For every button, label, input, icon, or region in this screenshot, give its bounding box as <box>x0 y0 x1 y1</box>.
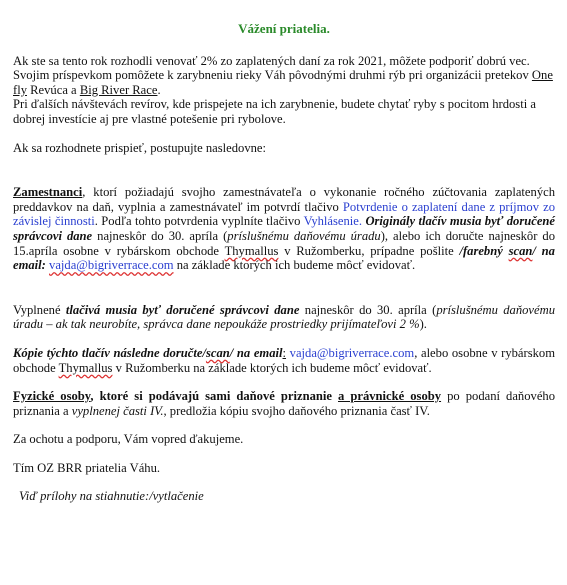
copies-text: v Ružomberku na základe ktorých ich budeme môcť evidovať. <box>112 360 432 375</box>
employees-text: v Ružomberku, prípadne pošlite <box>278 243 460 258</box>
employees-paragraph <box>13 185 555 273</box>
potvrdenie-link[interactable]: Potvrdenie o zaplatení dane z príjmov zo závislej činnosti <box>13 199 555 229</box>
page-title: Vážení priatelia. <box>238 21 330 36</box>
intro-line-1: Ak ste sa tento rok rozhodli venovať 2% zo zaplatených daní za rok 2021, môžete podporiť dobrú vec. <box>13 53 530 68</box>
persons-text: , ktoré si podávajú sami daňové priznanie <box>90 389 339 404</box>
legal-persons-heading: a právnické osoby <box>338 389 442 404</box>
deadline-paragraph <box>13 303 555 332</box>
intro-text: Revúca a <box>27 82 80 97</box>
one-fly-link[interactable]: One fly <box>13 68 553 97</box>
deadline-emphasis: tlačivá musia byť doručené správcovi dane <box>65 302 300 317</box>
persons-text: , predložia kópiu svojho daňového priznania časť IV. <box>163 403 430 418</box>
copies-thymallus: Thymallus <box>58 360 113 375</box>
employees-text: najneskôr do 30. apríla ( <box>92 228 228 243</box>
deadline-note: príslušnému daňovému úradu – ak tak neurobíte, správca dane nepoukáže prostriedky prijímateľovi 2 % <box>13 302 555 332</box>
intro-line-3: Pri ďalších návštevách revírov, kde prispejete na ich zarybnenie, budete chytať ryby s pocitom hrdosti a dobrej investície aj pre vlastné potešenie pri rybolove. <box>13 97 536 126</box>
employees-text: . Podľa tohto potvrdenia vyplníte tlačivo <box>94 214 304 229</box>
deadline-text: Vyplnené <box>13 302 66 317</box>
originaly-emphasis: Originály tlačív musia byť doručené správcovi dane <box>13 214 556 243</box>
copies-text: , alebo osobne v rybárskom obchode <box>13 345 555 375</box>
employees-text: na základe ktorých ich budeme môcť evidovať. <box>173 258 416 273</box>
intro-text: Svojim príspevkom pomôžete k zarybneniu rieky Váh pôvodnými druhmi rýb pri organizácii pretekov <box>13 68 532 83</box>
thanks-line: Za ochotu a podporu, Vám vopred ďakujeme. <box>13 432 244 447</box>
employees-text: ), alebo ich doručte najneskôr do 15.apríla osobne v rybárskom obchode <box>13 228 556 258</box>
instructions-lead: Ak sa rozhodnete prispieť, postupujte nasledovne: <box>13 140 267 155</box>
big-river-race-link[interactable]: Big River Race <box>79 82 158 97</box>
persons-text: po podaní daňového priznania a <box>13 389 555 418</box>
vyhlasenie-link[interactable]: Vyhlásenie. <box>303 214 363 229</box>
deadline-text: najneskôr do 30. apríla ( <box>299 302 437 317</box>
scan-emphasis: scan <box>508 243 533 258</box>
intro-paragraph <box>13 54 555 127</box>
tax-office-note: príslušnému daňovému úradu <box>227 228 381 243</box>
deadline-text: ). <box>419 317 427 332</box>
email-link[interactable]: vajda@bigriverrace.com <box>49 258 174 273</box>
farebny-emphasis: /farebný <box>459 243 509 258</box>
copies-colon: : <box>282 345 287 360</box>
intro-text: . <box>157 82 161 97</box>
thymallus-shop: Thymallus <box>224 243 279 258</box>
copies-emphasis: / na email <box>229 345 283 360</box>
copies-email-link[interactable]: vajda@bigriverrace.com <box>286 345 415 360</box>
signature-line: Tím OZ BRR priatelia Váhu. <box>13 460 161 475</box>
copies-emphasis: Kópie týchto tlačív následne doručte/ <box>13 345 206 360</box>
persons-paragraph <box>13 389 555 418</box>
natural-persons-heading: Fyzické osoby <box>13 389 91 404</box>
employees-heading: Zamestnanci <box>13 185 83 200</box>
employees-text: , ktorí požiadajú svojho zamestnávateľa o vykonanie ročného zúčtovania zaplatených preddavkov na daň, vyplnia a zamestnávateľ im potvrdí tlačivo <box>13 185 555 214</box>
na-email-emphasis: / na email: <box>13 243 555 273</box>
copies-scan: scan <box>205 345 230 360</box>
attachments-line: Viď prílohy na stiahnutie:/vytlačenie <box>19 489 204 504</box>
copies-paragraph <box>13 346 555 375</box>
part-iv-note: vyplnenej časti IV. <box>71 403 164 418</box>
